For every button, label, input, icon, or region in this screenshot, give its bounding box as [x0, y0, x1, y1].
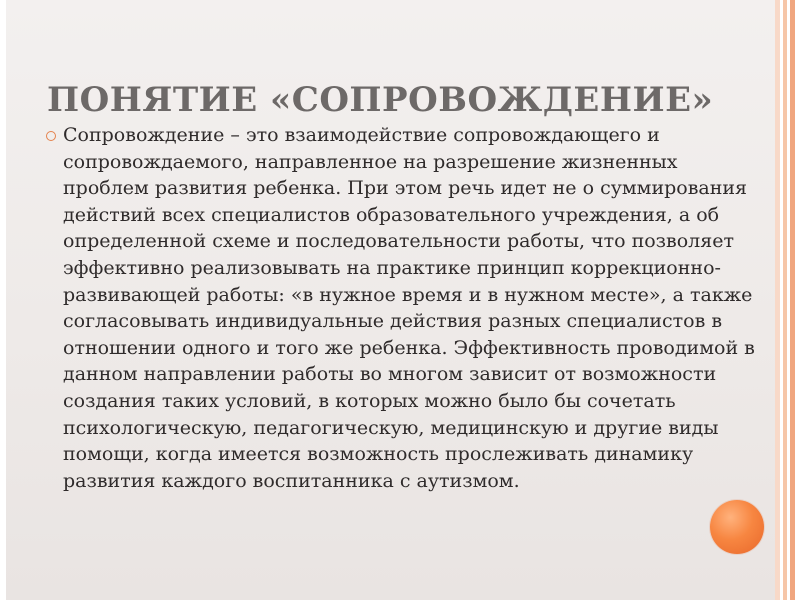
right-border-gap: [795, 0, 800, 600]
slide-title: ПОНЯТИЕ «СОПРОВОЖДЕНИЕ»: [47, 80, 714, 120]
body-paragraph: Сопровождение – это взаимодействие сопровождающего и сопровождаемого, направленное на разрешение жизненных проблем развития ребенка. При этом речь идет не о суммирования действий всех специалистов образовательного учреждения, а об определенной схеме и последовательности работы, что позволяет эффективно реализовывать на практике принцип коррекционно-развивающей работы: «в нужное время и в нужном месте», а также согласовывать индивидуальные действия разных специалистов в отношении одного и того же ребенка. Эффективность проводимой в данном направлении работы во многом зависит от возможности создания таких условий, в которых можно было бы сочетать психологическую, педагогическую, медицинскую и другие виды помощи, когда имеется возможность прослеживать динамику развития каждого воспитанника с аутизмом.: [63, 124, 755, 492]
circle-bullet-icon: [46, 131, 56, 141]
bullet-item: [46, 122, 758, 494]
orange-circle-icon: [710, 500, 764, 554]
